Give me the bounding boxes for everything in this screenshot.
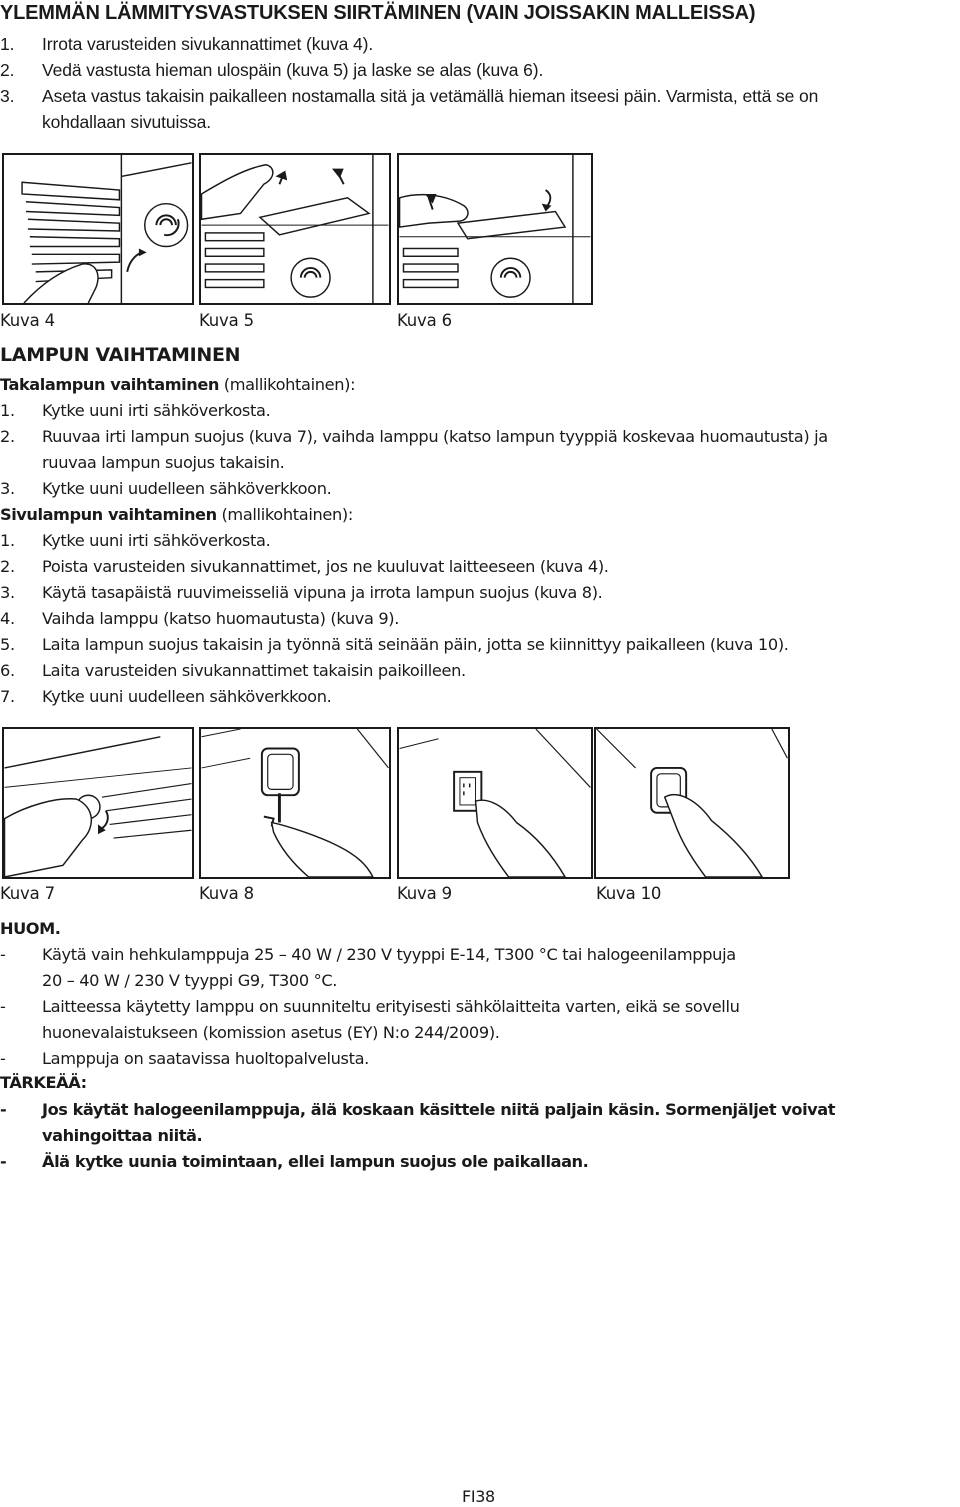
side-lamp-cover-pry-illustration	[201, 729, 389, 877]
step-number: 2.	[0, 557, 15, 576]
step-item	[0, 609, 960, 631]
step-item	[0, 60, 960, 82]
note-item	[0, 945, 960, 993]
figure-kuva-7	[2, 727, 194, 879]
bullet-dash: -	[0, 945, 6, 964]
step-item	[0, 86, 960, 134]
step-text: Irrota varusteiden sivukannattimet (kuva 4).	[42, 34, 374, 54]
section-title-lamp-replacement: LAMPUN VAIHTAMINEN	[0, 344, 241, 366]
side-lamp-bulb-replace-illustration	[399, 729, 591, 877]
note-heading: HUOM.	[0, 919, 61, 938]
figure-caption: Kuva 7	[0, 884, 55, 903]
important-text: Jos käytät halogeenilamppuja, älä koskaan käsittele niitä paljain käsin. Sormenjäljet voivat	[42, 1100, 836, 1119]
subheading-side-lamp	[0, 505, 353, 524]
step-text: Kytke uuni irti sähköverkosta.	[42, 401, 271, 420]
step-item	[0, 661, 960, 683]
important-text-continued: vahingoittaa niitä.	[42, 1126, 203, 1145]
subheading-qualifier: (mallikohtainen):	[216, 505, 353, 524]
note-text: Laitteessa käytetty lamppu on suunniteltu erityisesti sähkölaitteita varten, eikä se sovellu	[42, 997, 740, 1016]
step-number: 4.	[0, 609, 15, 628]
figure-kuva-4	[2, 153, 194, 305]
step-number: 1.	[0, 34, 15, 54]
subheading-bold: Sivulampun vaihtaminen	[0, 505, 217, 524]
important-text: Älä kytke uunia toimintaan, ellei lampun suojus ole paikallaan.	[42, 1152, 589, 1171]
subheading-rear-lamp	[0, 375, 355, 394]
figure-caption: Kuva 9	[397, 884, 452, 903]
step-text: Poista varusteiden sivukannattimet, jos ne kuuluvat laitteeseen (kuva 4).	[42, 557, 609, 576]
step-item	[0, 479, 960, 501]
step-text: Aseta vastus takaisin paikalleen nostamalla sitä ja vetämällä hieman itseesi päin. Varmista, että se on	[42, 86, 819, 106]
oven-side-rack-illustration	[4, 155, 192, 303]
step-item	[0, 531, 960, 553]
step-number: 6.	[0, 661, 15, 680]
figure-caption: Kuva 8	[199, 884, 254, 903]
note-item	[0, 1049, 960, 1071]
step-number: 3.	[0, 479, 15, 498]
note-text-continued: 20 – 40 W / 230 V tyyppi G9, T300 °C.	[42, 971, 338, 990]
figure-caption: Kuva 5	[199, 311, 254, 330]
step-text: Kytke uuni irti sähköverkosta.	[42, 531, 271, 550]
step-number: 1.	[0, 531, 15, 550]
page-number: FI38	[462, 1487, 495, 1506]
step-number: 3.	[0, 583, 15, 602]
step-item	[0, 34, 960, 56]
oven-heating-element-lower-illustration	[399, 155, 591, 303]
bullet-dash: -	[0, 1100, 7, 1119]
figure-kuva-9	[397, 727, 593, 879]
figure-kuva-10	[594, 727, 790, 879]
subheading-qualifier: (mallikohtainen):	[218, 375, 356, 394]
step-text: Kytke uuni uudelleen sähköverkkoon.	[42, 479, 332, 498]
step-text: Laita lampun suojus takaisin ja työnnä sitä seinään päin, jotta se kiinnittyy paikalleen (kuva 10).	[42, 635, 789, 654]
step-item	[0, 557, 960, 579]
side-lamp-cover-refit-illustration	[596, 729, 788, 877]
note-text: Käytä vain hehkulamppuja 25 – 40 W / 230 V tyyppi E-14, T300 °C tai halogeenilamppuja	[42, 945, 736, 964]
step-number: 7.	[0, 687, 15, 706]
important-item	[0, 1100, 960, 1148]
step-text: Vedä vastusta hieman ulospäin (kuva 5) ja laske se alas (kuva 6).	[42, 60, 544, 80]
step-text: Laita varusteiden sivukannattimet takaisin paikoilleen.	[42, 661, 466, 680]
step-number: 3.	[0, 86, 15, 106]
step-number: 1.	[0, 401, 15, 420]
section-title-heating-element: YLEMMÄN LÄMMITYSVASTUKSEN SIIRTÄMINEN (VAIN JOISSAKIN MALLEISSA)	[0, 2, 756, 24]
step-text: Kytke uuni uudelleen sähköverkkoon.	[42, 687, 332, 706]
bullet-dash: -	[0, 1152, 7, 1171]
figure-kuva-5	[199, 153, 391, 305]
figure-kuva-6	[397, 153, 593, 305]
step-number: 2.	[0, 427, 15, 446]
step-item	[0, 635, 960, 657]
figure-caption: Kuva 10	[596, 884, 662, 903]
step-number: 2.	[0, 60, 15, 80]
step-item	[0, 583, 960, 605]
step-number: 5.	[0, 635, 15, 654]
step-item	[0, 427, 960, 475]
rear-lamp-cover-unscrew-illustration	[4, 729, 192, 877]
important-heading: TÄRKEÄÄ:	[0, 1073, 87, 1092]
important-item	[0, 1152, 960, 1174]
bullet-dash: -	[0, 997, 6, 1016]
step-text-continued: ruuvaa lampun suojus takaisin.	[42, 453, 285, 472]
note-item	[0, 997, 960, 1045]
figure-caption: Kuva 6	[397, 311, 452, 330]
figure-caption: Kuva 4	[0, 311, 55, 330]
step-item	[0, 687, 960, 709]
bullet-dash: -	[0, 1049, 6, 1068]
step-item	[0, 401, 960, 423]
note-text-continued: huonevalaistukseen (komission asetus (EY) N:o 244/2009).	[42, 1023, 500, 1042]
figure-kuva-8	[199, 727, 391, 879]
step-text: Ruuvaa irti lampun suojus (kuva 7), vaihda lamppu (katso lampun tyyppiä koskevaa huomautusta) ja	[42, 427, 828, 446]
subheading-bold: Takalampun vaihtaminen	[0, 375, 219, 394]
step-text: Käytä tasapäistä ruuvimeisseliä vipuna ja irrota lampun suojus (kuva 8).	[42, 583, 603, 602]
oven-heating-element-pull-illustration	[201, 155, 389, 303]
step-text-continued: kohdallaan sivutuissa.	[42, 112, 212, 132]
step-text: Vaihda lamppu (katso huomautusta) (kuva 9).	[42, 609, 400, 628]
note-text: Lamppuja on saatavissa huoltopalvelusta.	[42, 1049, 369, 1068]
